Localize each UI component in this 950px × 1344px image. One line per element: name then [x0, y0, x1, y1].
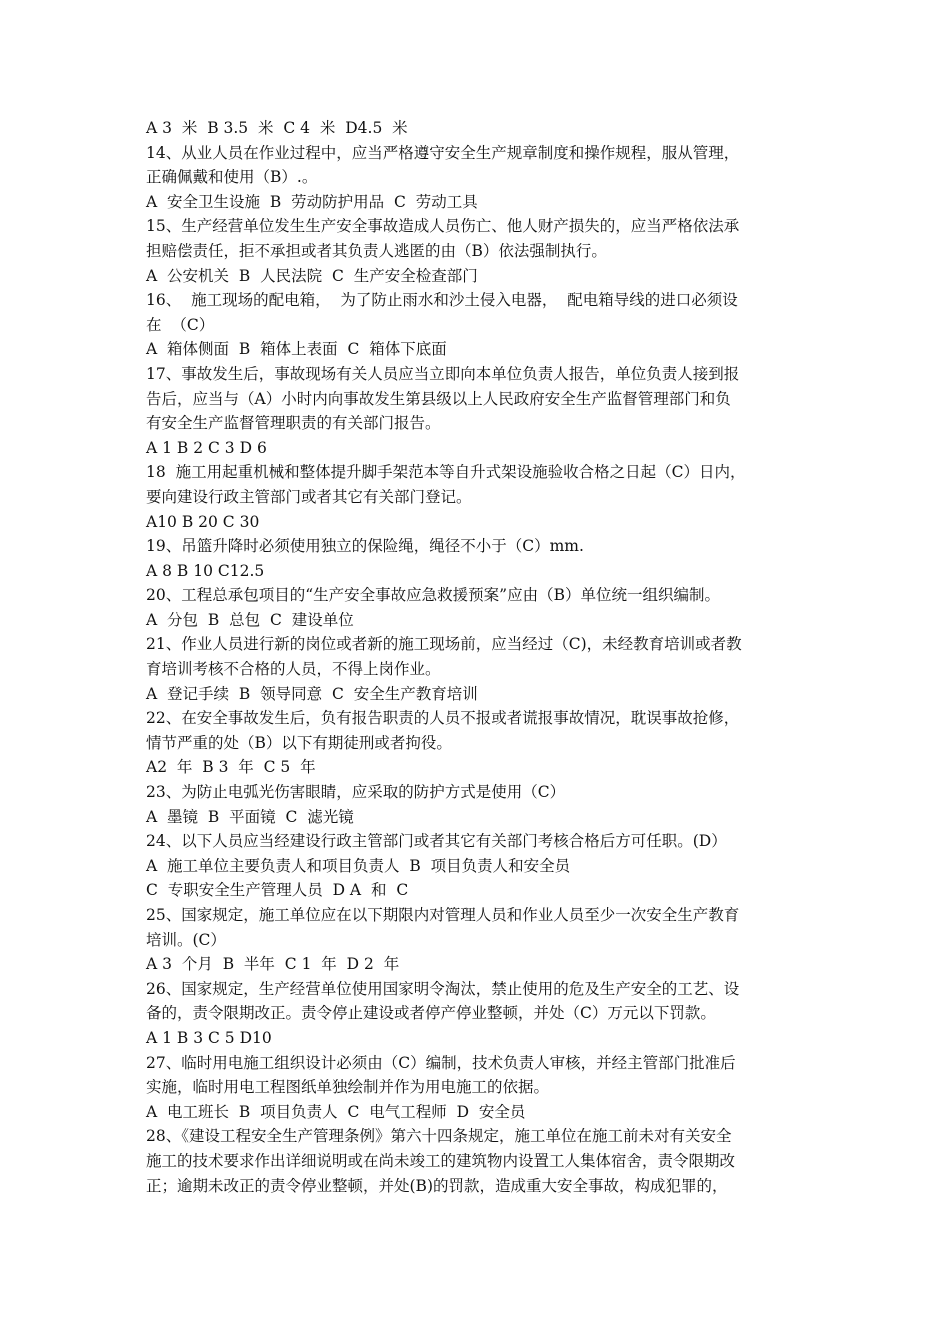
exam-question-text [146, 116, 814, 1198]
text-line: 27、临时用电施工组织设计必须由（C）编制，技术负责人审核，并经主管部门批准后 [146, 1053, 736, 1072]
text-line: A2 年 B 3 年 C 5 年 [146, 758, 316, 777]
text-line: 16、 施工现场的配电箱， 为了防止雨水和沙土侵入电器， 配电箱导线的进口必须设 [146, 291, 738, 310]
text-line: A 分包 B 总包 C 建设单位 [146, 610, 354, 629]
text-line: 18 施工用起重机械和整体提升脚手架范本等自升式架设施验收合格之日起（C）日内， [146, 463, 746, 482]
text-line: A 箱体侧面 B 箱体上表面 C 箱体下底面 [146, 340, 447, 359]
text-line: 26、国家规定，生产经营单位使用国家明令淘汰，禁止使用的危及生产安全的工艺、设 [146, 979, 740, 998]
text-line: A 公安机关 B 人民法院 C 生产安全检查部门 [146, 266, 478, 285]
text-line: 21、作业人员进行新的岗位或者新的施工现场前，应当经过（C)，未经教育培训或者教 [146, 635, 742, 654]
text-line: A 8 B 10 C12.5 [146, 561, 265, 580]
text-line: 17、事故发生后，事故现场有关人员应当立即向本单位负责人报告，单位负责人接到报 [146, 364, 740, 383]
text-line: A10 B 20 C 30 [146, 512, 260, 531]
text-line: A 墨镜 B 平面镜 C 滤光镜 [146, 807, 354, 826]
text-line: A 登记手续 B 领导同意 C 安全生产教育培训 [146, 684, 478, 703]
text-line: 24、以下人员应当经建设行政主管部门或者其它有关部门考核合格后方可任职。(D） [146, 832, 727, 851]
text-line: A 3 个月 B 半年 C 1 年 D 2 年 [146, 955, 400, 974]
text-line: A 安全卫生设施 B 劳动防护用品 C 劳动工具 [146, 192, 478, 211]
text-line: 正；逾期未改正的责令停业整顿，并处(B)的罚款，造成重大安全事故，构成犯罪的， [146, 1176, 728, 1195]
text-line: 培训。(C） [146, 930, 226, 949]
text-line: 22、在安全事故发生后，负有报告职责的人员不报或者谎报事故情况，耽误事故抢修， [146, 709, 740, 728]
text-line: 正确佩戴和使用（B）.。 [146, 168, 318, 187]
text-line: 担赔偿责任，拒不承担或者其负责人逃匿的由（B）依法强制执行。 [146, 241, 607, 260]
text-line: 15、生产经营单位发生生产安全事故造成人员伤亡、他人财产损失的，应当严格依法承 [146, 217, 740, 236]
text-line: A 1 B 2 C 3 D 6 [146, 438, 267, 457]
text-line: 14、从业人员在作业过程中，应当严格遵守安全生产规章制度和操作规程，服从管理， [146, 143, 740, 162]
text-line: 23、为防止电弧光伤害眼睛，应采取的防护方式是使用（C） [146, 783, 566, 802]
text-line: 19、吊篮升降时必须使用独立的保险绳，绳径不小于（C）mm. [146, 537, 584, 556]
text-line: 有安全生产监督管理职责的有关部门报告。 [146, 414, 441, 433]
text-line: C 专职安全生产管理人员 D A 和 C [146, 881, 409, 900]
text-line: 25、国家规定，施工单位应在以下期限内对管理人员和作业人员至少一次安全生产教育 [146, 906, 740, 924]
text-line: 备的，责令限期改正。责令停止建设或者停产停业整顿，并处（C）万元以下罚款。 [146, 1004, 716, 1023]
text-line: 实施，临时用电工程图纸单独绘制并作为用电施工的依据。 [146, 1078, 550, 1097]
text-line: A 3 米 B 3.5 米 C 4 米 D4.5 米 [146, 119, 408, 137]
text-line: 在 （C） [146, 315, 215, 334]
text-line: 情节严重的处（B）以下有期徒刑或者拘役。 [146, 733, 452, 752]
text-line: 告后，应当与（A）小时内向事故发生第县级以上人民政府安全生产监督管理部门和负 [146, 389, 731, 408]
text-line: 育培训考核不合格的人员，不得上岗作业。 [146, 660, 441, 679]
text-line: 28、《建设工程安全生产管理条例》第六十四条规定，施工单位在施工前未对有关安全 [146, 1127, 732, 1146]
text-line: 20、工程总承包项目的“生产安全事故应急救援预案”应由（B）单位统一组织编制。 [146, 586, 720, 605]
text-line: 要向建设行政主管部门或者其它有关部门登记。 [146, 487, 472, 506]
text-line: 施工的技术要求作出详细说明或在尚未竣工的建筑物内设置工人集体宿舍，责令限期改 [146, 1151, 736, 1170]
text-line: A 1 B 3 C 5 D10 [146, 1028, 272, 1047]
text-line: A 电工班长 B 项目负责人 C 电气工程师 D 安全员 [146, 1102, 526, 1121]
text-line: A 施工单位主要负责人和项目负责人 B 项目负责人和安全员 [146, 856, 571, 875]
